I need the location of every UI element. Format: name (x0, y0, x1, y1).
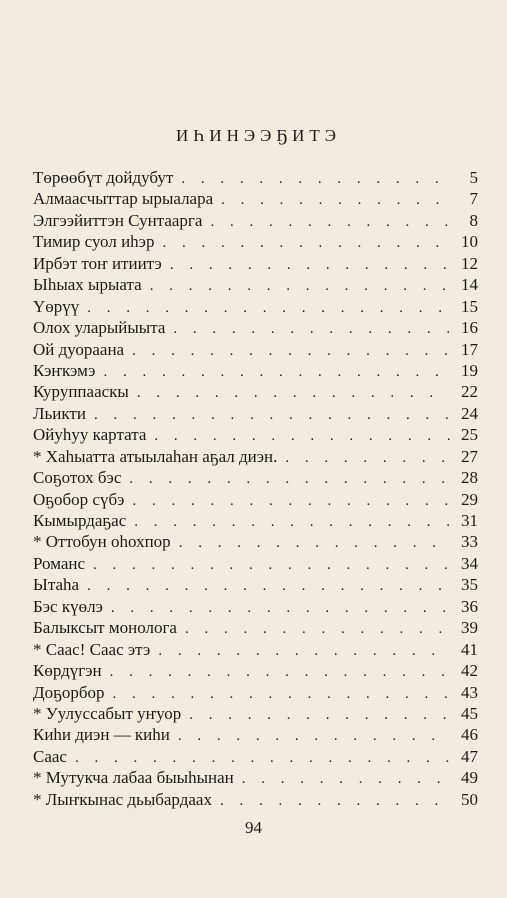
dot-leader (121, 469, 450, 490)
toc-entry-title: Төрөөбүт дойдубут (33, 168, 174, 187)
toc-entry-page: 31 (461, 511, 478, 530)
toc-entry-page: 47 (461, 746, 478, 766)
toc-entry-title: Тимир суол иһэр (33, 232, 155, 252)
toc-entry (33, 317, 478, 338)
toc-entry-page: 5 (469, 168, 478, 187)
toc-entry (33, 231, 478, 252)
dot-leader (165, 319, 450, 340)
dot-leader (142, 276, 450, 297)
toc-entry-title: Көрдүгэн (33, 661, 102, 681)
toc-entry-title: * Лыҥкынас дьыбардаах (33, 789, 212, 809)
dot-leader (154, 233, 450, 254)
toc-entry-page: 49 (461, 768, 478, 788)
toc-entry (33, 339, 478, 360)
toc-entry-title: Романс (33, 553, 86, 573)
dot-leader (173, 169, 450, 190)
toc-entry-title: Доҕорбор (33, 682, 105, 702)
toc-entry-page: 25 (461, 425, 478, 445)
page-number: 94 (245, 818, 262, 837)
toc-entry-page: 28 (461, 468, 478, 488)
toc-entry-page: 34 (461, 553, 478, 573)
dot-leader (202, 212, 450, 233)
contents-heading: ИҺИНЭЭҔИТЭ (176, 126, 341, 145)
toc-entry-page: 46 (461, 725, 478, 745)
toc-entry-title: * Саас! Саас этэ (33, 639, 151, 659)
toc-entry-page: 17 (461, 339, 478, 359)
dot-leader (95, 362, 450, 383)
toc-entry (33, 210, 478, 231)
toc-entry-page: 39 (461, 618, 478, 638)
toc-entry-title: Кымырдаҕас (33, 511, 127, 530)
toc-entry (33, 296, 478, 317)
dot-leader (67, 748, 450, 769)
toc-entry (33, 489, 478, 510)
toc-entry-title: * Оттобун оһохпор (33, 532, 171, 552)
toc-entry-page: 7 (469, 189, 478, 209)
toc-entry (33, 360, 478, 381)
table-of-contents (33, 167, 478, 810)
toc-entry (33, 746, 478, 767)
toc-entry-page: 43 (461, 682, 478, 702)
toc-entry-page: 41 (461, 639, 478, 659)
toc-entry (33, 553, 478, 574)
toc-entry-title: Ыһыах ырыата (33, 275, 142, 295)
toc-entry-title: Балыксыт монолога (33, 618, 177, 638)
toc-entry (33, 467, 478, 488)
toc-entry-title: Куруппааскы (33, 382, 129, 402)
toc-entry (33, 703, 478, 724)
toc-entry-page: 22 (461, 382, 478, 402)
toc-entry (33, 531, 478, 552)
dot-leader (102, 662, 450, 683)
toc-entry-title: Льикти (33, 403, 86, 423)
toc-entry-page: 29 (461, 489, 478, 509)
toc-entry-title: Ытаһа (33, 575, 80, 595)
dot-leader (162, 255, 450, 276)
toc-entry-title: Алмаасчыттар ырыалара (33, 189, 214, 209)
toc-entry-title: Олох уларыйыыта (33, 318, 166, 338)
dot-leader (177, 619, 450, 640)
dot-leader (181, 705, 450, 726)
toc-entry-page: 8 (469, 210, 478, 230)
toc-entry-title: Ой дуораана (33, 339, 125, 359)
toc-entry-title: * Уулуссабыт уҥуор (33, 703, 182, 723)
toc-entry (33, 510, 478, 531)
toc-entry (33, 660, 478, 681)
toc-entry (33, 617, 478, 638)
toc-entry-title: Ирбэт тоҥ итиитэ (33, 253, 162, 273)
toc-entry-title: * Мутукча лабаа быыһынан (33, 768, 234, 788)
toc-entry-title: Киһи диэн — киһи (33, 725, 170, 745)
toc-entry-page: 16 (461, 318, 478, 338)
toc-entry-page: 14 (461, 275, 478, 295)
dot-leader (171, 533, 450, 554)
toc-entry-page: 50 (461, 789, 478, 809)
toc-entry-page: 42 (461, 661, 478, 681)
toc-entry (33, 403, 478, 424)
toc-entry-page: 35 (461, 575, 478, 595)
toc-entry-title: Элгээйиттэн Сунтаарга (33, 210, 203, 230)
toc-entry (33, 381, 478, 402)
toc-entry-page: 12 (461, 253, 478, 273)
toc-entry (33, 789, 478, 810)
dot-leader (124, 491, 450, 512)
toc-entry-page: 15 (461, 296, 478, 316)
toc-entry-page: 27 (461, 446, 478, 466)
toc-entry-title: Соҕотох бэс (33, 468, 122, 488)
toc-entry (33, 767, 478, 788)
toc-entry-title: Саас (33, 746, 67, 766)
toc-entry-page: 36 (461, 596, 478, 616)
toc-entry-page: 24 (461, 403, 478, 423)
dot-leader (212, 791, 450, 812)
toc-entry-title: * Хаһыатта атыылаһан аҕал диэн. (33, 446, 278, 466)
toc-entry (33, 596, 478, 617)
dot-leader (126, 512, 450, 533)
dot-leader (79, 576, 450, 597)
dot-leader (234, 769, 450, 790)
toc-entry-title: Үөрүү (33, 296, 80, 316)
toc-entry-page: 45 (461, 703, 478, 723)
dot-leader (170, 726, 450, 747)
dot-leader (86, 405, 450, 426)
dot-leader (150, 641, 450, 662)
toc-entry (33, 167, 478, 188)
toc-entry-page: 33 (461, 532, 478, 552)
dot-leader (105, 684, 450, 705)
toc-entry (33, 446, 478, 467)
toc-entry (33, 253, 478, 274)
toc-entry (33, 188, 478, 209)
toc-entry-title: Бэс күөлэ (33, 596, 103, 616)
toc-entry (33, 274, 478, 295)
dot-leader (124, 341, 450, 362)
toc-entry-page: 10 (461, 232, 478, 252)
toc-entry-page: 19 (461, 360, 478, 380)
toc-entry-title: Оҕобор сүбэ (33, 489, 125, 509)
dot-leader (146, 426, 450, 447)
toc-entry (33, 639, 478, 660)
toc-entry (33, 724, 478, 745)
toc-entry-title: Кэҥкэмэ (33, 360, 96, 380)
dot-leader (79, 298, 450, 319)
toc-entry (33, 682, 478, 703)
dot-leader (129, 383, 450, 404)
dot-leader (103, 598, 450, 619)
toc-entry (33, 574, 478, 595)
toc-entry-title: Ойуһуу картата (33, 425, 147, 445)
dot-leader (277, 448, 450, 469)
dot-leader (213, 190, 450, 211)
toc-entry (33, 424, 478, 445)
dot-leader (85, 555, 450, 576)
